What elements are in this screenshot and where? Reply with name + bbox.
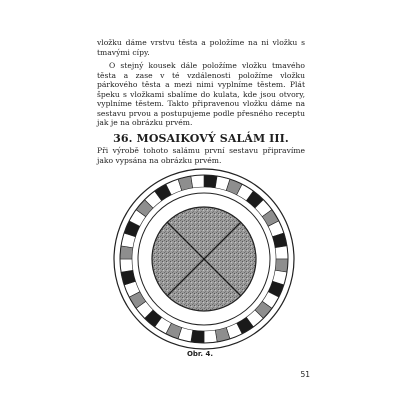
ring-segment <box>120 259 133 272</box>
ring-segment <box>275 246 288 259</box>
recipe-heading: 36. MOSAIKOVÝ SALÁM III. <box>113 132 289 145</box>
paragraph-body: O stejný kousek dále položíme vložku tmavého těsta a zase v té vzdálenosti položíme vložku párkového těsta a mezi nimi vyplníme těstem. Plát špeku s vložkami sbalíme do kulata, kde jsou otvory, vyplníme těstem. Takto připravenou vložku dáme na sestavu prvou a postupujeme podle přesného receptu jak je na obrázku prvém. <box>97 61 305 127</box>
paragraph-continuation: vložku dáme vrstvu těsta a položíme na ni vložku s tmavými cípy. <box>97 38 305 57</box>
ring-segment <box>204 330 217 343</box>
ring-segment <box>191 175 204 188</box>
ring-segment <box>120 246 133 259</box>
page-number: 51 <box>300 370 310 379</box>
ring-segment <box>204 175 217 188</box>
ring-segment <box>275 259 288 272</box>
ring-segment <box>191 330 204 343</box>
recipe-intro: Při výrobě tohoto salámu první sestavu připravíme jako vypsána na obrázku prvém. <box>97 146 305 165</box>
figure-caption: Obr. 4. <box>186 350 214 358</box>
